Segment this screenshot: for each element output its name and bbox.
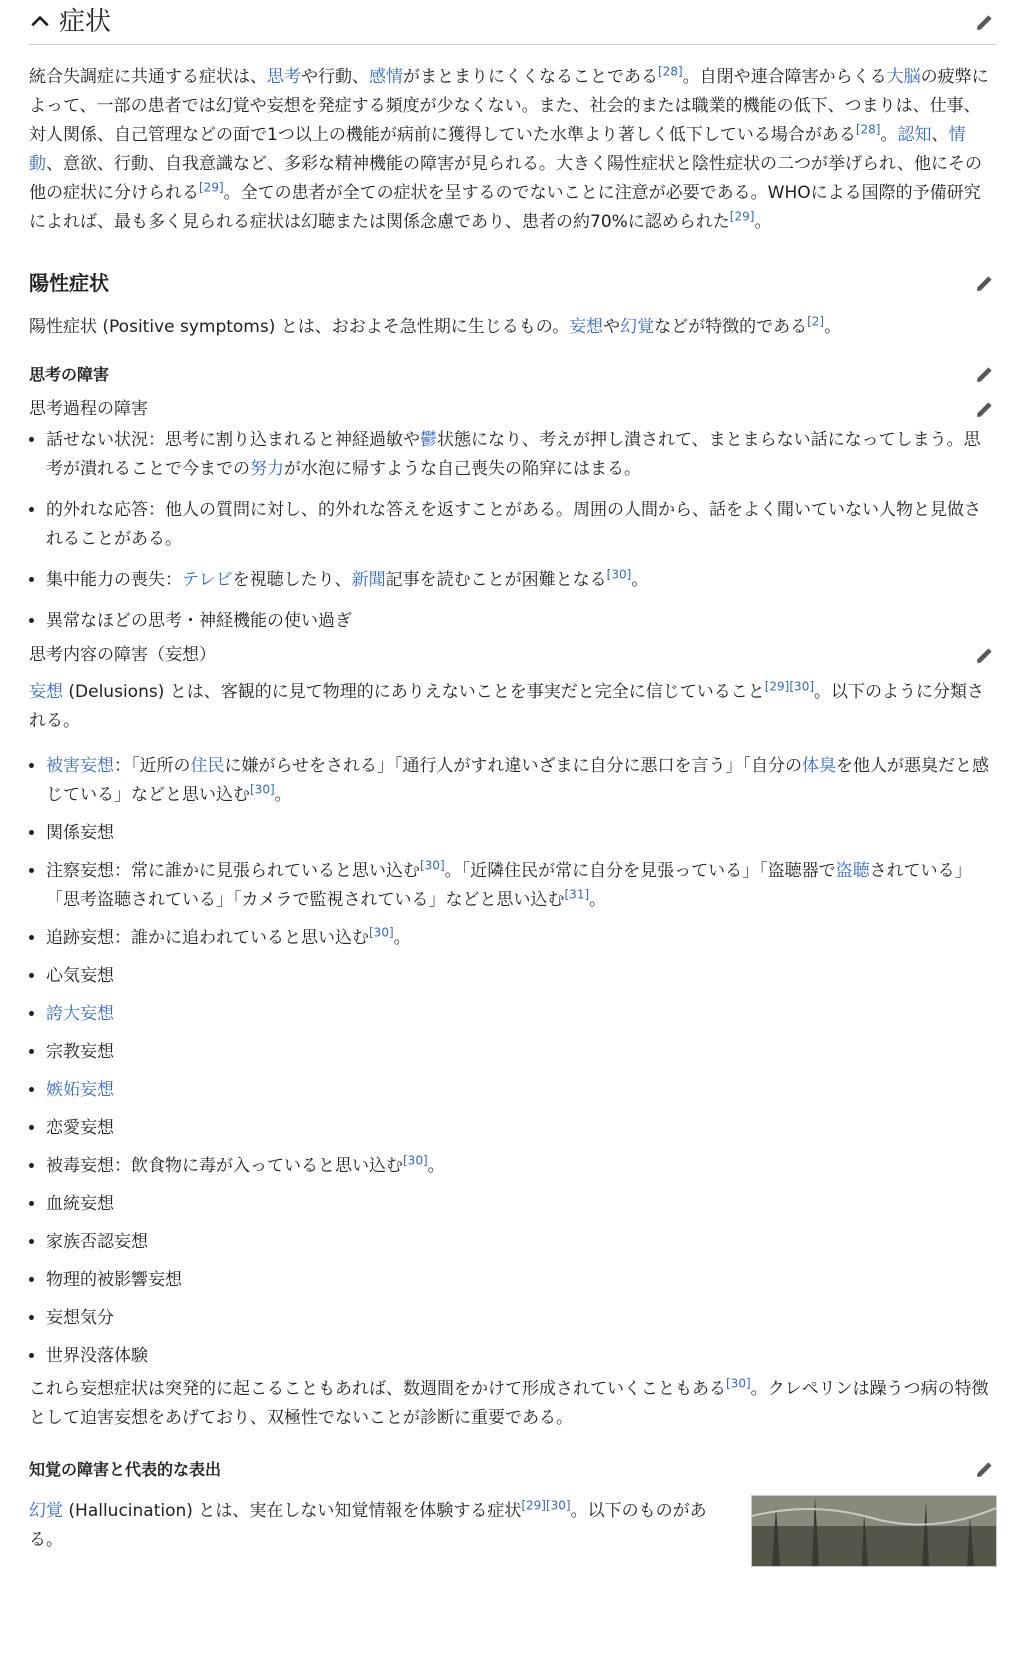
list-item: • 妄想気分 [46,1304,997,1333]
list-item [46,1000,997,1029]
citation[interactable]: [30] [726,1376,751,1391]
list-item: • 恋愛妄想 [46,1114,997,1143]
heading-perception-disorder: 知覚の障害と代表的な表出 [29,1453,997,1485]
citation[interactable]: [31] [564,887,590,902]
list-item: • 被害妄想：「近所の住民に嫌がらせをされる」「通行人がすれ違いざまに自分に悪口を言う」「自分の体臭を他人が悪臭だと感じている」などと思い込む[30]。 [46,752,997,810]
link-residents[interactable]: 住民 [190,756,225,776]
edit-pencil-icon[interactable] [971,9,997,35]
list-item: • 宗教妄想 [46,1038,997,1067]
citation[interactable]: [30] [545,1498,571,1513]
list-item: • 関係妄想 [46,819,997,848]
list-item: • 集中能力の喪失：テレビを視聴したり、新聞記事を読むことが困難となる[30]。 [46,566,997,595]
citation[interactable]: [28] [855,122,881,137]
link-body-odor[interactable]: 体臭 [802,756,836,776]
delusion-closing: これら妄想症状は突発的に起こることもあれば、数週間をかけて形成されていくこともある[30]。クレペリンは躁うつ病の特徴として迫害妄想をあげており、双極性でないことが診断に重要である。 [29,1376,989,1428]
link-delusion[interactable]: 妄想 [569,317,604,337]
link-hallucination[interactable]: 幻覚 [620,317,655,337]
citation[interactable]: [28] [658,64,683,79]
delusion-list [29,752,997,1371]
thought-process-list [29,426,997,636]
list-item: • 家族否認妄想 [46,1228,997,1257]
citation[interactable]: [30] [420,858,445,873]
link-persecutory-delusion[interactable]: 被害妄想 [46,756,114,776]
perception-body [29,1489,997,1571]
thumbnail-image[interactable] [751,1495,997,1567]
edit-pencil-icon[interactable] [971,361,997,387]
link-depression[interactable]: 鬱 [420,430,437,450]
list-item: • 的外れな応答：他人の質問に対し、的外れな答えを返すことがある。周囲の人間から、話をよく聞いていない人物と見做されることがある。 [46,496,997,554]
edit-pencil-icon[interactable] [971,1456,997,1482]
chevron-up-icon[interactable] [29,11,51,33]
list-item: • 血統妄想 [46,1190,997,1219]
citation[interactable]: [30] [403,1153,428,1168]
link-newspaper[interactable]: 新聞 [351,570,386,590]
list-item: • 異常なほどの思考・神経機能の使い過ぎ [46,607,997,636]
link-effort[interactable]: 努力 [250,459,284,479]
list-item: • 物理的被影響妄想 [46,1266,997,1295]
citation[interactable]: [2] [807,314,825,329]
citation[interactable]: [30] [369,925,394,940]
link-cognition[interactable]: 認知 [897,125,932,145]
section-header [29,0,997,45]
link-jealousy-delusion[interactable]: 嫉妬妄想 [46,1080,114,1100]
delusion-intro: 妄想 (Delusions) とは、客観的に見て物理的にありえないことを事実だと完全に信じていること[29][30]。以下のように分類される。 [29,679,985,731]
list-item: • 追跡妄想：誰かに追われていると思い込む[30]。 [46,924,997,953]
heading-positive-symptoms: 陽性症状 [29,263,997,303]
list-item: • 話せない状況：思考に割り込まれると神経過敏や鬱状態になり、考えが押し潰されて、まとまらない話になってしまう。思考が潰れることで今までの努力が水泡に帰すような自己喪失の陥穽にはまる。 [46,426,997,484]
citation[interactable]: [30] [606,567,632,582]
link-hallucination[interactable]: 幻覚 [29,1501,63,1521]
citation[interactable]: [29] [521,1498,546,1513]
link-emotion[interactable]: 感情 [369,67,403,87]
section-title: 症状 [59,6,112,37]
citation[interactable]: [29] [729,209,755,224]
edit-pencil-icon[interactable] [971,396,997,422]
citation[interactable]: [29] [199,180,224,195]
link-thought[interactable]: 思考 [267,67,301,87]
link-affect[interactable]: 情動 [29,125,966,174]
citation[interactable]: [30] [789,679,815,694]
perception-paragraph: 幻覚 (Hallucination) とは、実在しない知覚情報を体験する症状[29][30]。以下のものがある。 [29,1498,707,1550]
link-grandiose-delusion[interactable]: 誇大妄想 [46,1004,114,1024]
citation[interactable]: [29] [764,679,790,694]
edit-pencil-icon[interactable] [971,642,997,668]
heading-thought-process: 思考過程の障害 [29,394,997,424]
edit-pencil-icon[interactable] [971,270,997,296]
heading-thought-disorder: 思考の障害 [29,358,997,390]
link-wiretapping[interactable]: 盗聴 [835,861,870,881]
link-cerebrum[interactable]: 大脳 [886,67,921,87]
list-item: • 心気妄想 [46,962,997,991]
list-item: • 被毒妄想：飲食物に毒が入っていると思い込む[30]。 [46,1152,997,1181]
heading-thought-content: 思考内容の障害（妄想） [29,640,997,670]
positive-paragraph: 陽性症状 (Positive symptoms) とは、おおよそ急性期に生じるもの。妄想や幻覚などが特徴的である[2]。 [29,314,842,337]
citation[interactable]: [30] [250,782,275,797]
list-item [46,1076,997,1105]
intro-paragraph: 統合失調症に共通する症状は、思考や行動、感情がまとまりにくくなることである[28]。自閉や連合障害からくる大脳の疲弊によって、一部の患者では幻覚や妄想を発症する頻度が少なくない。また、社会的または職業的機能の低下、つまりは、仕事、対人関係、自己管理などの面で1つ以上の機能が病前に獲得していた水準より著しく低下している場合がある[28]。認知、情動、意欲、行動、自我意識など、多彩な精神機能の障害が見られる。大きく陽性症状と陰性症状の二つが挙げられ、他にその他の症状に分けられる[29]。全ての患者が全ての症状を呈するのでないことに注意が必要である。WHOによる国際的予備研究によれば、最も多く見られる症状は幻聴または関係念慮であり、患者の約70%に認められた[29]。 [29,64,989,232]
link-delusion[interactable]: 妄想 [29,682,63,702]
list-item: • 注察妄想：常に誰かに見張られていると思い込む[30]。「近隣住民が常に自分を見張っている」「盗聴器で盗聴されている」「思考盗聴されている」「カメラで監視されている」などと思い込む[31]。 [46,857,997,915]
link-television[interactable]: テレビ [182,570,233,590]
list-item: • 世界没落体験 [46,1342,997,1371]
